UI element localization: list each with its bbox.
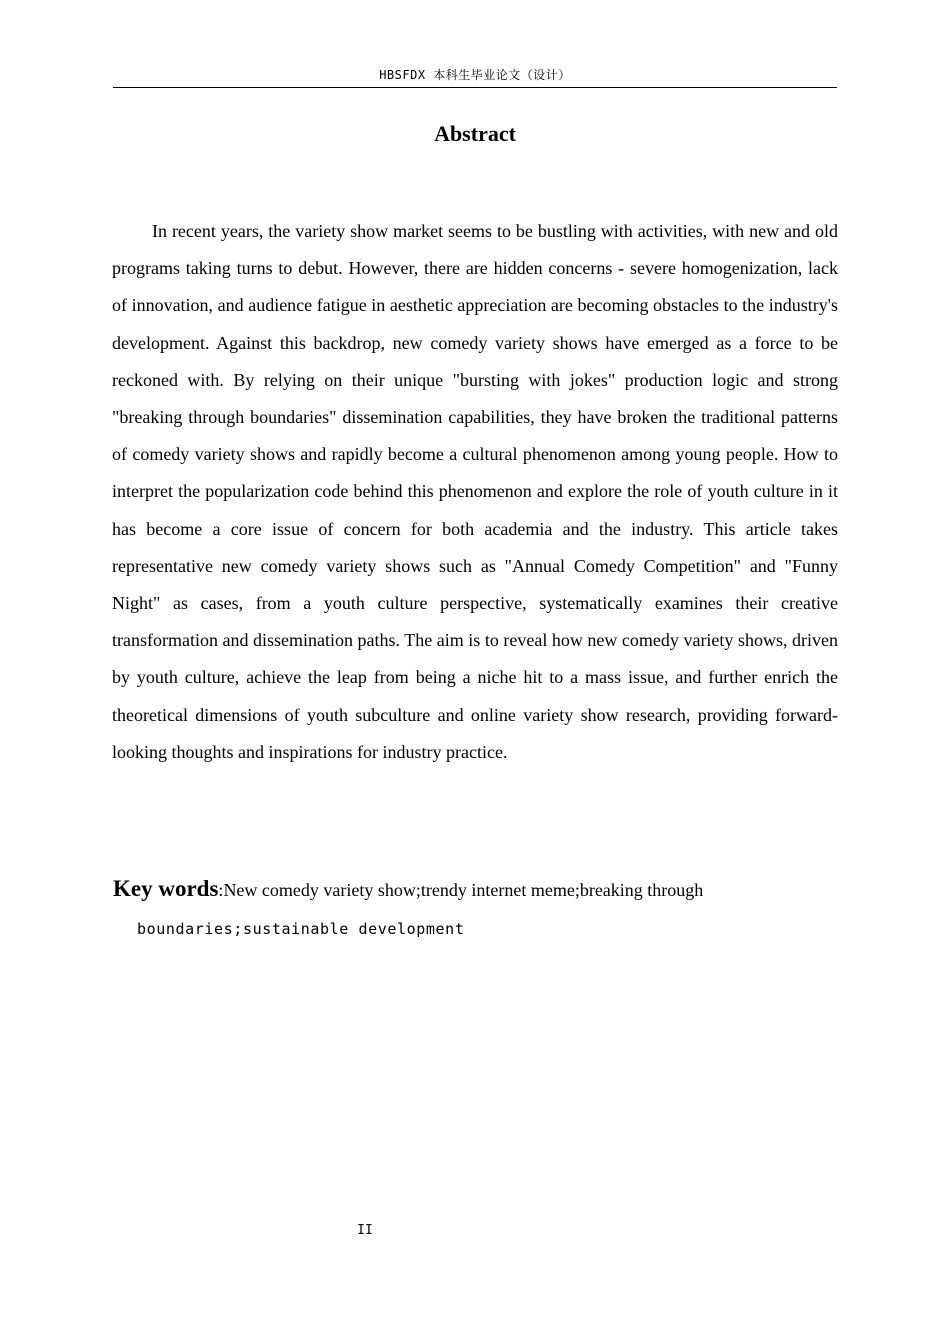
keywords-block bbox=[113, 870, 837, 948]
header-rule bbox=[113, 87, 837, 88]
abstract-paragraph: In recent years, the variety show market seems to be bustling with activities, with new and old programs taking turns to debut. However, there are hidden concerns - severe homogenization, lack of innovation, and audience fatigue in aesthetic appreciation are becoming obstacles to the industry's development. Against this backdrop, new comedy variety shows have emerged as a force to be reckoned with. By relying on their unique "bursting with jokes" production logic and strong "breaking through boundaries" dissemination capabilities, they have broken the traditional patterns of comedy variety shows and rapidly become a cultural phenomenon among young people. How to interpret the popularization code behind this phenomenon and explore the role of youth culture in it has become a core issue of concern for both academia and the industry. This article takes representative new comedy variety shows such as "Annual Comedy Competition" and "Funny Night" as cases, from a youth culture perspective, systematically examines their creative transformation and dissemination paths. The aim is to reveal how new comedy variety shows, driven by youth culture, achieve the leap from being a niche hit to a mass issue, and further enrich the theoretical dimensions of youth subculture and online variety show research, providing forward-looking thoughts and inspirations for industry practice. bbox=[112, 221, 838, 762]
keywords-text-line1: New comedy variety show;trendy internet meme;breaking through bbox=[223, 880, 704, 900]
keywords-label: Key words bbox=[113, 876, 219, 901]
abstract-title: Abstract bbox=[434, 121, 516, 146]
running-header: HBSFDX 本科生毕业论文（设计） bbox=[379, 68, 571, 82]
keywords-separator: : bbox=[218, 880, 224, 900]
page-number: II bbox=[357, 1223, 373, 1238]
keywords-text-line2: boundaries;sustainable development bbox=[137, 920, 465, 938]
